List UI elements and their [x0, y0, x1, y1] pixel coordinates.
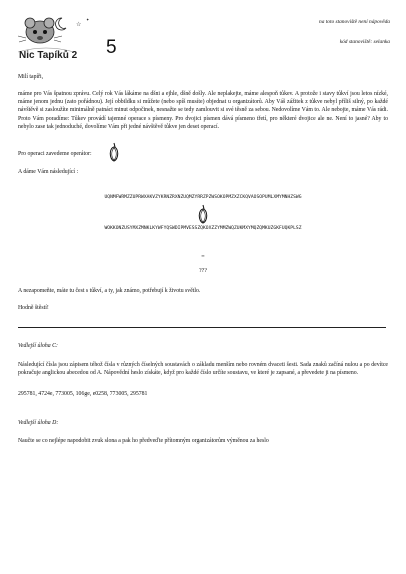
svg-text:✦: ✦ [86, 17, 90, 22]
logo-text: Nic Tapíků 2 [19, 50, 78, 60]
intro-paragraph: máme pro Vás špatnou zprávu. Celý rok Vás lákáme na dšni a ejhle, dšně došly. Ale neplakejte, máme alespoň tůkev. A protože i stavy tůkví jsou letos nízké, máme jenom jednu (zato pořádnou). Její obbildku si můžete (nebo spíš musíte) objednat u organizátorů. Aby Váš zážitek z tůkve nebyl příliš silný, po každé návštěvě si zasloužíte minimálně patnáct minut odpočinek, nesnažte se tedy zamlouvit si své těsně za sebou. Nedovolíme Vám to. Ale nebojte, máme Vás rádi. Proto Vám poradíme: Tůkev provádí tajemné operace s písmeny. Pro dvojici písmen dává písmeno třetí, pro některé dvojice ale ne. Není to jasné? Aby to nebylo zase tak jednoduché, dovolíme Vám při jedné návštěvě tůkve jen deset operací. [18, 91, 388, 130]
reminder-text: A nezapomeňte, máte tu čest s tůkví, a ty, jak známo, potřebují k životu světlo. [18, 288, 201, 294]
side-task-c-text: Následující čísla jsou zápisem téhož čísla v různých číselných soustavách o základu menším nebo rovném dvaceti šesti. Sada znaků začíná nulou a po devítce pokračuje anglickou abecedou od A. Nápovědní heslo získáte, když pro každé číslo určíte soustavu, ve které je zapsané, a převedete ji na písmeno. [18, 362, 388, 377]
equals-sign: = [201, 254, 205, 260]
side-task-c-numbers: 295781, 4724e, 773005, 106ge, e0258, 773005, 295781 [18, 391, 148, 397]
rat-logo-icon [16, 14, 108, 60]
greeting: Milí tapíři, [18, 74, 44, 80]
side-task-c-title: Vedlejší úloha C: [18, 343, 58, 349]
letter-sequence-2: WOKKONZUSYMXZMNKLKYWFYQSWDIPMVESSZQKOXZZYMMZWQZUKMXYMQZQMKUZGKFUQKPLSZ [104, 226, 302, 231]
pumpkin-operator-icon [197, 204, 209, 224]
good-luck-text: Hodně štěstí! [18, 305, 49, 311]
divider [18, 327, 386, 328]
hint-text: na toto stanoviště není nápověda [319, 19, 390, 25]
svg-text:☆: ☆ [76, 22, 82, 28]
unknown-result: ??? [199, 268, 207, 274]
station-code: kód stanoviště: selanka [339, 39, 390, 45]
sequence-intro: A dáme Vám následující : [18, 169, 79, 175]
pumpkin-operator-icon [108, 142, 120, 162]
operator-text: Pro operaci zavedeme operátor: [18, 151, 92, 157]
letter-sequence-1: UQNMFWRMZZUPRWXAKVZYKRNZRXNZUQMZYRRZPZWSOKOPMZXZCKQVAOSOPUMLXMYMNHZSWG [104, 195, 302, 200]
side-task-d-text: Naučte se co nejlépe napodobit zvuk slona a pak ho předveďte přítomným organizátorům výměnou za heslo [18, 438, 269, 444]
page-number: 5 [106, 37, 117, 58]
side-task-d-title: Vedlejší úloha D: [18, 420, 59, 426]
